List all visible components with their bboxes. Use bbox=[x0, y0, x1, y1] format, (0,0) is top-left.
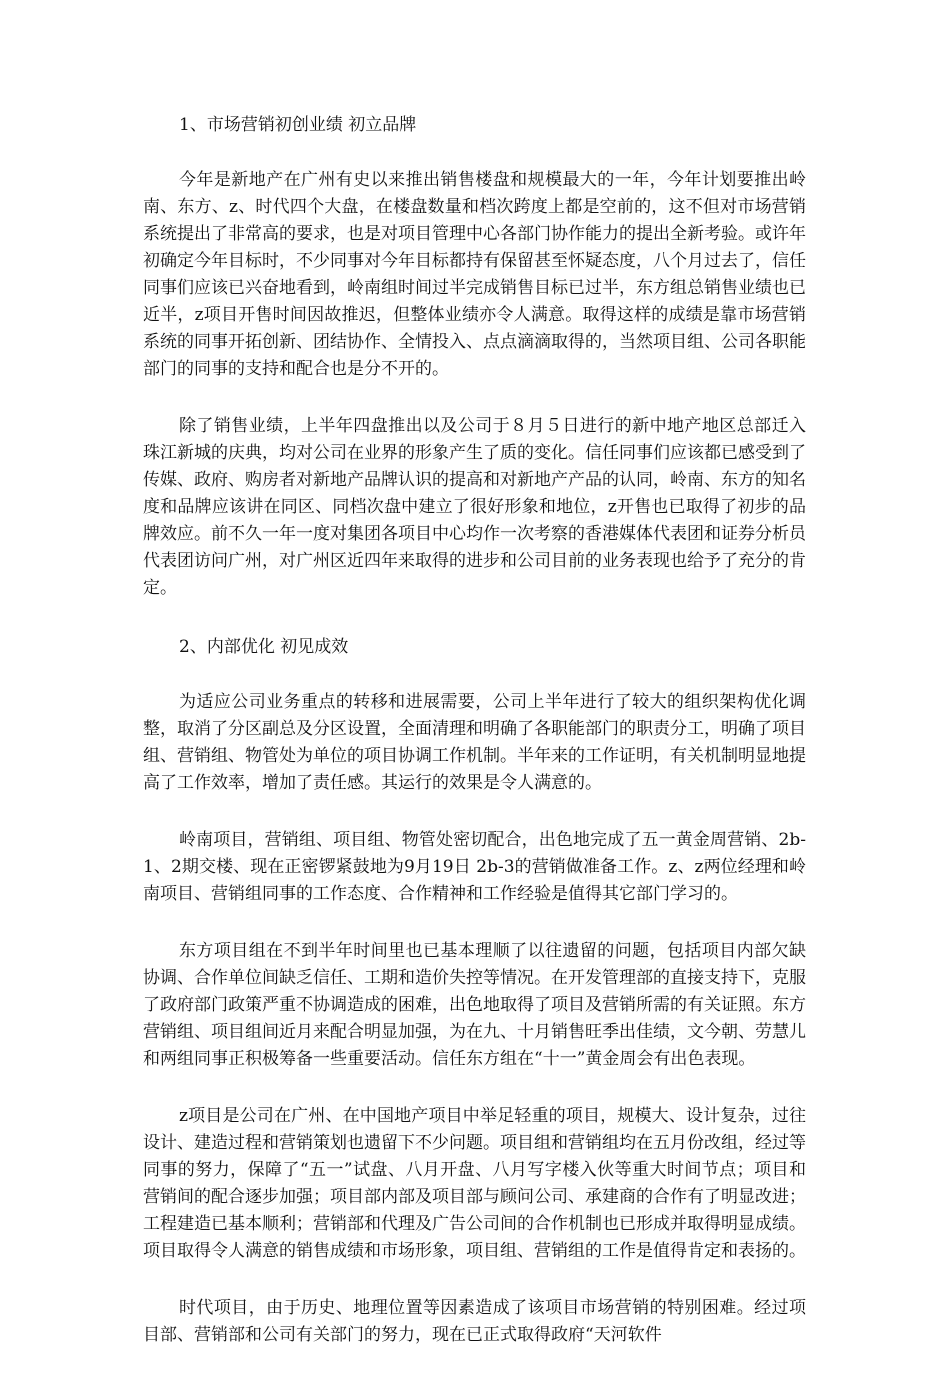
section-heading: 1、市场营销初创业绩 初立品牌 bbox=[179, 115, 417, 135]
document-body bbox=[143, 110, 806, 1379]
paragraph: 今年是新地产在广州有史以来推出销售楼盘和规模最大的一年，今年计划要推出岭南、东方、z、时代四个大盘，在楼盘数量和档次跨度上都是空前的，这不但对市场营销系统提出了非常高的要求，也是对项目管理中心各部门协作能力的提出全新考验。或许年初确定今年目标时，不少同事对今年目标都持有保留甚至怀疑态度，八个月过去了，信任同事们应该已兴奋地看到，岭南组时间过半完成销售目标已过半，东方组总销售业绩也已近半，z项目开售时间因故推迟，但整体业绩亦令人满意。取得这样的成绩是靠市场营销系统的同事开拓创新、团结协作、全情投入、点点滴滴取得的，当然项目组、公司各职能部门的同事的支持和配合也是分不开的。 bbox=[143, 170, 806, 379]
paragraph: 东方项目组在不到半年时间里也已基本理顺了以往遗留的问题，包括项目内部欠缺协调、合作单位间缺乏信任、工期和造价失控等情况。在开发管理部的直接支持下，克服了政府部门政策严重不协调造成的困难，出色地取得了项目及营销所需的有关证照。东方营销组、项目组间近月来配合明显加强，为在九、十月销售旺季出佳绩，文今朝、劳慧儿和两组同事正积极筹备一些重要活动。信任东方组在“十一”黄金周会有出色表现。 bbox=[143, 941, 806, 1069]
paragraph: 时代项目，由于历史、地理位置等因素造成了该项目市场营销的特别困难。经过项目部、营销部和公司有关部门的努力，现在已正式取得政府“天河软件 bbox=[143, 1298, 806, 1345]
paragraph: 岭南项目，营销组、项目组、物管处密切配合，出色地完成了五一黄金周营销、2b-1、2期交楼、现在正密锣紧鼓地为9月19日 2b-3的营销做准备工作。z、z两位经理和岭南项目、营销组同事的工作态度、合作精神和工作经验是值得其它部门学习的。 bbox=[143, 830, 806, 904]
paragraph: z项目是公司在广州、在中国地产项目中举足轻重的项目，规模大、设计复杂，过往设计、建造过程和营销策划也遗留下不少问题。项目组和营销组均在五月份改组，经过等同事的努力，保障了“五一”试盘、八月开盘、八月写字楼入伙等重大时间节点；项目和营销间的配合逐步加强；项目部内部及项目部与顾问公司、承建商的合作有了明显改进；工程建造已基本顺利；营销部和代理及广告公司间的合作机制也已形成并取得明显成绩。项目取得令人满意的销售成绩和市场形象，项目组、营销组的工作是值得肯定和表扬的。 bbox=[143, 1106, 806, 1261]
paragraph: 为适应公司业务重点的转移和进展需要，公司上半年进行了较大的组织架构优化调整，取消了分区副总及分区设置，全面清理和明确了各职能部门的职责分工，明确了项目组、营销组、物管处为单位的项目协调工作机制。半年来的工作证明，有关机制明显地提高了工作效率，增加了责任感。其运行的效果是令人满意的。 bbox=[143, 692, 806, 793]
paragraph: 除了销售业绩，上半年四盘推出以及公司于８月５日进行的新中地产地区总部迁入珠江新城的庆典，均对公司在业界的形象产生了质的变化。信任同事们应该都已感受到了传媒、政府、购房者对新地产品牌认识的提高和对新地产产品的认同，岭南、东方的知名度和品牌应该讲在同区、同档次盘中建立了很好形象和地位，z开售也已取得了初步的品牌效应。前不久一年一度对集团各项目中心均作一次考察的香港媒体代表团和证券分析员代表团访问广州，对广州区近四年来取得的进步和公司目前的业务表现也给予了充分的肯定。 bbox=[143, 416, 806, 598]
section-heading: 2、内部优化 初见成效 bbox=[179, 637, 349, 657]
